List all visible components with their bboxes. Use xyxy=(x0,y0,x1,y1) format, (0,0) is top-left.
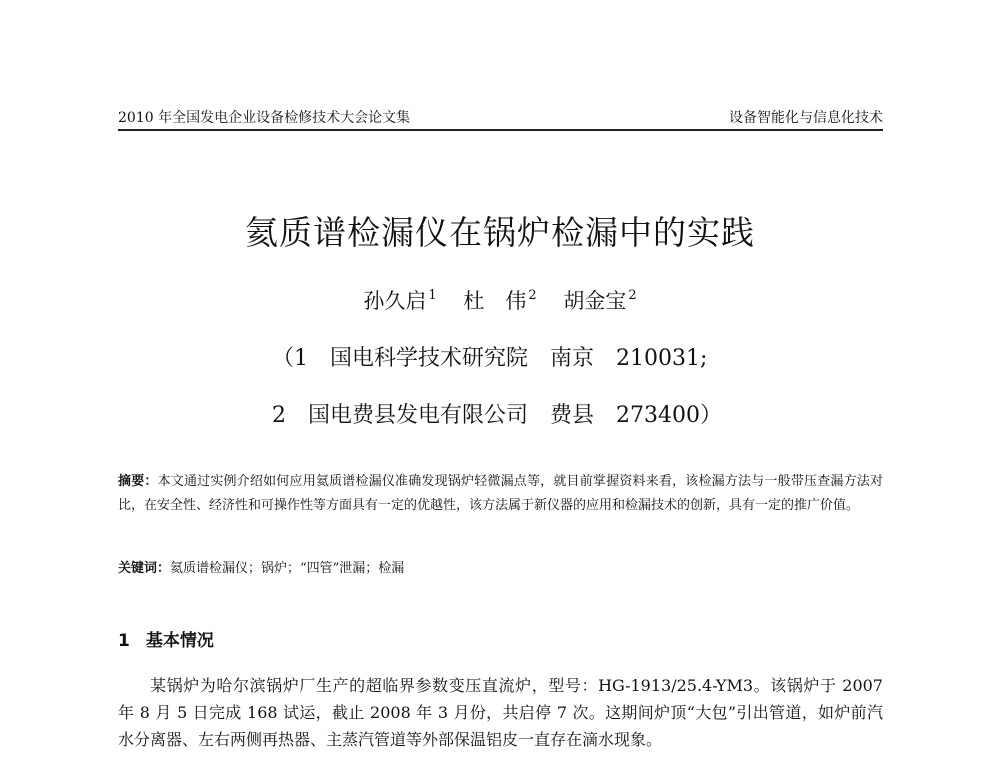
author xyxy=(463,289,536,313)
author-affiliation-mark: 1 xyxy=(428,288,437,303)
author xyxy=(363,289,436,313)
affiliation-line: 2 国电费县发电有限公司 费县 273400） xyxy=(272,403,722,428)
keywords-label: 关键词： xyxy=(118,561,171,576)
author-list xyxy=(0,285,1000,315)
paper-title: 氦质谱检漏仪在锅炉检漏中的实践 xyxy=(245,213,755,252)
section-heading xyxy=(118,626,214,651)
author-name: 杜 伟 xyxy=(463,289,527,313)
body-paragraph: 某锅炉为哈尔滨锅炉厂生产的超临界参数变压直流炉，型号：HG-1913/25.4-YM3。该锅炉于 2007 年 8 月 5 日完成 168 试运，截止 2008 年 3 月份，共启停 7 次。这期间炉顶“大包”引出管道，如炉前汽水分离器、左右两侧再热器、主蒸汽管道等外部保温铝皮一直存在滴水现象。 xyxy=(118,676,883,749)
author-name: 孙久启 xyxy=(363,289,427,313)
keywords xyxy=(118,557,883,576)
section-number: 1 xyxy=(118,631,130,651)
keywords-text: 氦质谱检漏仪；锅炉；“四管”泄漏；检漏 xyxy=(170,561,405,576)
abstract-text: 本文通过实例介绍如何应用氦质谱检漏仪准确发现锅炉轻微漏点等，就目前掌握资料来看，该检漏方法与一般带压查漏方法对比，在安全性、经济性和可操作性等方面具有一定的优越性，该方法属于新仪器的应用和检漏技术的创新，具有一定的推广价值。 xyxy=(118,474,883,513)
affiliation-line: （1 国电科学技术研究院 南京 210031; xyxy=(272,346,708,371)
author-affiliation-mark: 2 xyxy=(528,288,537,303)
abstract xyxy=(118,470,883,518)
abstract-label: 摘要： xyxy=(118,474,158,489)
section-title: 基本情况 xyxy=(145,631,214,651)
running-header xyxy=(118,103,883,131)
header-right-section: 设备智能化与信息化技术 xyxy=(729,110,883,126)
author-affiliation-mark: 2 xyxy=(628,288,637,303)
author xyxy=(563,289,636,313)
author-name: 胡金宝 xyxy=(563,289,627,313)
header-left-proceedings: 2010 年全国发电企业设备检修技术大会论文集 xyxy=(118,110,411,126)
